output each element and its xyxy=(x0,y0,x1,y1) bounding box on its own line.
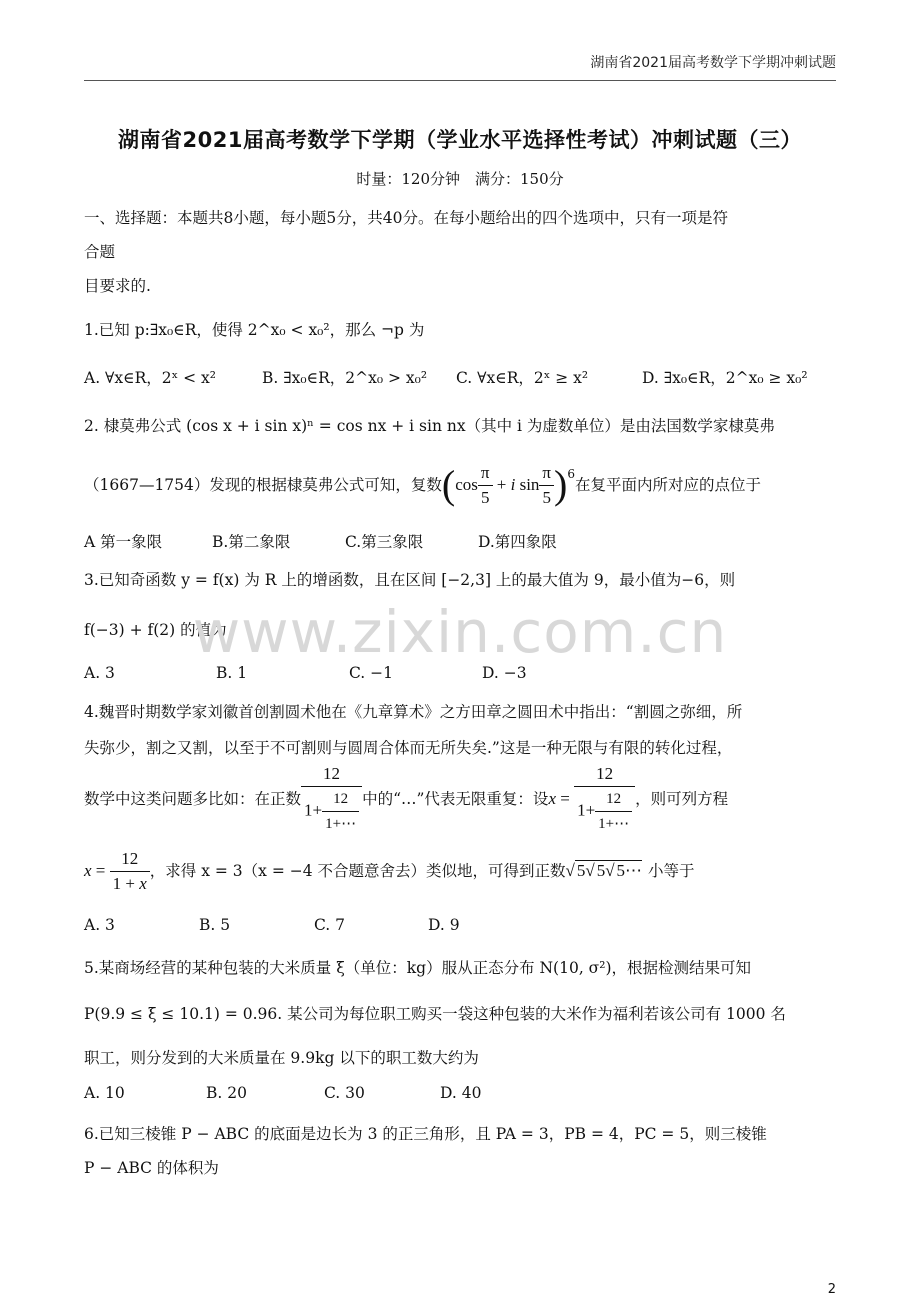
q2-option-b: B.第二象限 xyxy=(212,533,291,551)
header-rule xyxy=(84,80,836,81)
q4-line3-a: 数学中这类问题多比如：在正数 xyxy=(84,790,302,808)
paren-left: ( xyxy=(441,462,456,507)
section-instructions-2: 合题 xyxy=(84,243,116,261)
exam-info: 时量：120分钟 满分：150分 xyxy=(356,170,564,188)
pi-over-5-fraction-2: $\frac{\pi}{5}$ xyxy=(539,461,554,510)
q4-line3-c: ，则可列方程 xyxy=(635,790,729,808)
pi-over-5-fraction: $\frac{\pi}{5}$ xyxy=(478,461,493,510)
q3-option-a: A. 3 xyxy=(84,664,115,682)
running-header: 湖南省2021届高考数学下学期冲刺试题 xyxy=(590,55,836,71)
q5-line2: P(9.9 ≤ ξ ≤ 10.1) = 0.96. 某公司为每位职工购买一袋这种包装的大米作为福利若该公司有 1000 名 xyxy=(84,1005,786,1023)
q3-option-d: D. −3 xyxy=(482,664,527,682)
cos-term: cos xyxy=(455,475,478,494)
section-instructions: 一、选择题：本题共8小题，每小题5分，共40分。在每小题给出的四个选项中，只有一项是符 xyxy=(84,209,728,227)
q4-line3-b: 中的“…”代表无限重复：设 xyxy=(362,790,549,808)
q3-line1: 3.已知奇函数 y = f(x) 为 R 上的增函数，且在区间 [−2,3] 上的最大值为 9，最小值为−6，则 xyxy=(84,571,736,589)
q3-line2: f(−3) + f(2) 的值为 xyxy=(84,621,227,639)
sin-term: + i sin xyxy=(492,475,540,494)
q4-option-c: C. 7 xyxy=(314,916,346,934)
q2-line2-b: 在复平面内所对应的点位于 xyxy=(574,476,761,494)
q4-line4-b: 小等于 xyxy=(648,862,695,880)
q3-option-b: B. 1 xyxy=(216,664,248,682)
q4-option-a: A. 3 xyxy=(84,916,115,934)
q4-line1: 4.魏晋时期数学家刘徽首创割圆术他在《九章算术》之方田章之圆田术中指出：“割圆之弥细，所 xyxy=(84,703,743,721)
q2-option-a: A 第一象限 xyxy=(84,533,163,551)
continued-fraction-2: 12 1+ $\frac{12}{1+\cdots}$ xyxy=(574,762,635,836)
watermark: www.zixin.com.cn xyxy=(192,598,728,666)
q1-option-c: C. ∀x∈R，2ˣ ≥ x² xyxy=(456,369,589,387)
q5-option-a: A. 10 xyxy=(84,1084,125,1102)
q2-option-c: C.第三象限 xyxy=(345,533,424,551)
q2-option-d: D.第四象限 xyxy=(478,533,557,551)
q5-option-b: B. 20 xyxy=(206,1084,247,1102)
q4-line2: 失弥少，割之又割，以至于不可割则与圆周合体而无所失矣.”这是一种无限与有限的转化过程， xyxy=(84,739,733,757)
q4-option-d: D. 9 xyxy=(428,916,460,934)
q5-line3: 职工，则分发到的大米质量在 9.9kg 以下的职工数大约为 xyxy=(84,1049,479,1067)
q2-line2-a: （1667—1754）发现的根据棣莫弗公式可知，复数 xyxy=(84,476,442,494)
paren-right: ) xyxy=(554,462,568,507)
equation-fraction: $\frac{12}{1 + x}$ xyxy=(110,847,150,896)
nested-radical: √ 5√ 5√ 5⋯ xyxy=(565,861,643,880)
page-number: 2 xyxy=(827,1282,836,1297)
section-instructions-3: 目要求的. xyxy=(84,277,151,295)
x-equals: x = xyxy=(548,789,575,808)
q5-option-c: C. 30 xyxy=(324,1084,365,1102)
q4-line3 xyxy=(84,764,836,834)
exponent-6: 6 xyxy=(567,467,575,481)
q5-line1: 5.某商场经营的某种包装的大米质量 ξ（单位：kg）服从正态分布 N(10, σ²)，根据检测结果可知 xyxy=(84,959,752,977)
continued-fraction: 12 1+ $\frac{12}{1+\cdots}$ xyxy=(301,762,362,836)
q5-option-d: D. 40 xyxy=(440,1084,482,1102)
q1-option-a: A. ∀x∈R，2ˣ < x² xyxy=(84,369,217,387)
page-title: 湖南省2021届高考数学下学期（学业水平选择性考试）冲刺试题（三） xyxy=(118,128,802,152)
q2-line1: 2. 棣莫弗公式 (cos x + i sin x)ⁿ = cos nx + i sin nx（其中 i 为虚数单位）是由法国数学家棣莫弗 xyxy=(84,417,775,435)
q4-line4-a: ，求得 x = 3（x = −4 不合题意舍去）类似地，可得到正数 xyxy=(149,862,566,880)
q1-option-b: B. ∃x₀∈R，2^x₀ > x₀² xyxy=(262,369,428,387)
q4-line4 xyxy=(84,848,836,894)
q4-option-b: B. 5 xyxy=(199,916,231,934)
q6-line1: 6.已知三棱锥 P − ABC 的底面是边长为 3 的正三角形，且 PA = 3，PB = 4，PC = 5，则三棱锥 xyxy=(84,1125,767,1143)
q3-option-c: C. −1 xyxy=(349,664,394,682)
q2-line2 xyxy=(84,462,836,508)
q1-option-d: D. ∃x₀∈R，2^x₀ ≥ x₀² xyxy=(642,369,808,387)
x-equals-2: x = xyxy=(84,861,110,880)
q6-line2: P − ABC 的体积为 xyxy=(84,1159,219,1177)
q1-stem: 1.已知 p:∃x₀∈R，使得 2^x₀ < x₀²，那么 ¬p 为 xyxy=(84,321,425,339)
